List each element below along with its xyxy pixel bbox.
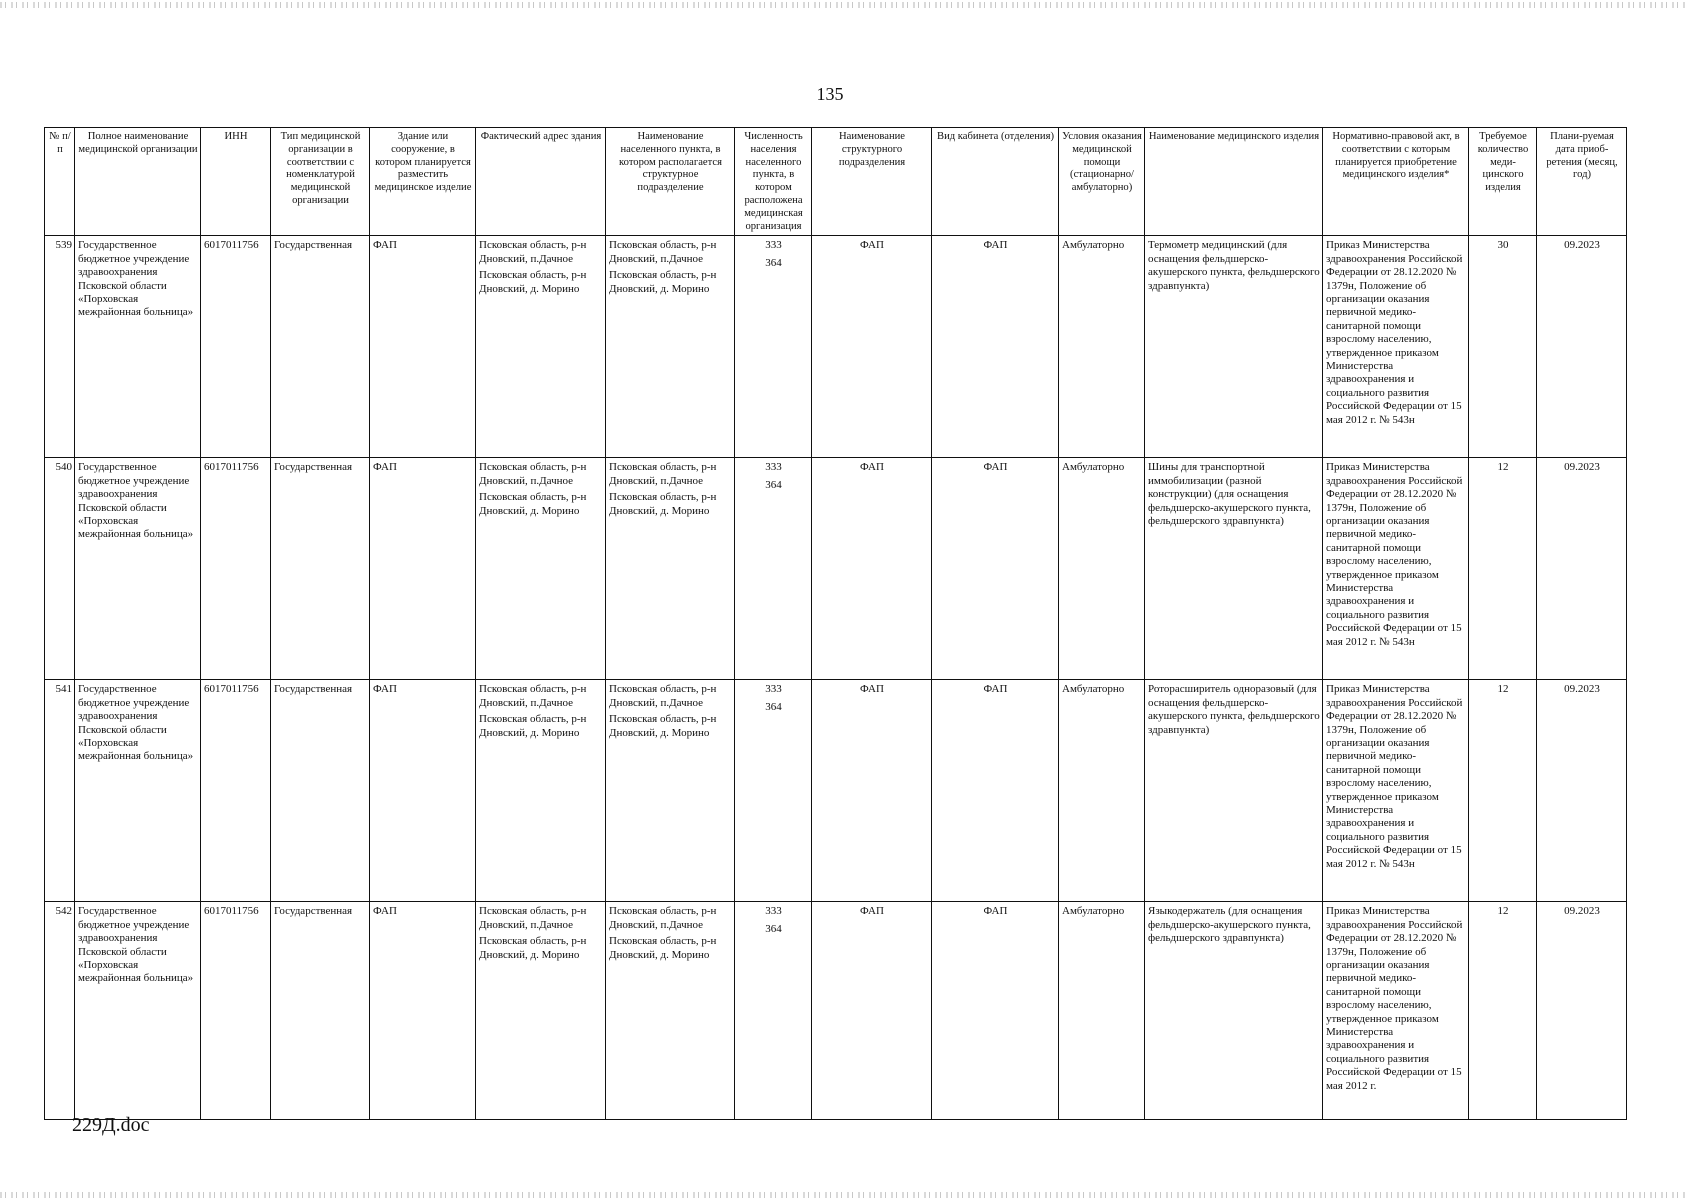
cell-num: 540 [45, 458, 75, 680]
settlement-line: Псковская область, р-н Дновский, п.Дачное [609, 239, 717, 265]
table-header-row [45, 128, 1627, 236]
col-header-inn: ИНН [201, 128, 271, 236]
cell-cabinet: ФАП [932, 902, 1059, 1120]
cell-device: Языкодержатель (для оснащения фельдшерско-акушерского пункта, фельдшерского здравпункта) [1145, 902, 1323, 1120]
cell-settlement [606, 236, 735, 458]
cell-date: 09.2023 [1537, 902, 1627, 1120]
scan-edge-top [0, 2, 1686, 8]
cell-num: 539 [45, 236, 75, 458]
col-header-conditions: Условия оказания медицинской помощи (стационарно/ амбулаторно) [1059, 128, 1145, 236]
scan-edge-bottom [0, 1192, 1686, 1198]
page-number: 135 [816, 84, 844, 104]
cell-building: ФАП [370, 236, 476, 458]
cell-unit: ФАП [812, 458, 932, 680]
settlement-line: Псковская область, р-н Дновский, д. Морино [609, 269, 717, 295]
cell-date: 09.2023 [1537, 680, 1627, 902]
equipment-table [44, 127, 1627, 1120]
cell-org: Государственное бюджетное учреждение здравоохранения Псковской области «Порховская межрайонная больница» [75, 458, 201, 680]
cell-building: ФАП [370, 902, 476, 1120]
col-header-cabinet: Вид кабинета (отделения) [932, 128, 1059, 236]
col-header-org: Полное наименование медицинской организации [75, 128, 201, 236]
cell-org: Государственное бюджетное учреждение здравоохранения Псковской области «Порховская межрайонная больница» [75, 236, 201, 458]
col-header-settlement: Наименование населенного пункта, в котором располагается структурное подразделение [606, 128, 735, 236]
cell-inn: 6017011756 [201, 902, 271, 1120]
settlement-line: Псковская область, р-н Дновский, д. Морино [609, 491, 717, 517]
cell-qty: 12 [1469, 902, 1537, 1120]
cell-act: Приказ Министерства здравоохранения Российской Федерации от 28.12.2020 № 1379н, Положение об организации оказания первичной медико-санитарной помощи взрослому населению, утвержденное приказом Министерства здравоохранения и социального развития Российской Федерации от 15 мая 2012 г. [1323, 902, 1469, 1120]
population-value: 364 [765, 700, 782, 713]
cell-num: 542 [45, 902, 75, 1120]
table-row [45, 236, 1627, 458]
address-line: Псковская область, р-н Дновский, п.Дачное [479, 461, 587, 487]
cell-act: Приказ Министерства здравоохранения Российской Федерации от 28.12.2020 № 1379н, Положение об организации оказания первичной медико-санитарной помощи взрослому населению, утвержденное приказом Министерства здравоохранения и социального развития Российской Федерации от 15 мая 2012 г. № 543н [1323, 458, 1469, 680]
cell-org: Государственное бюджетное учреждение здравоохранения Псковской области «Порховская межрайонная больница» [75, 680, 201, 902]
cell-population [735, 458, 812, 680]
settlement-line: Псковская область, р-н Дновский, п.Дачное [609, 683, 717, 709]
cell-device: Шины для транспортной иммобилизации (разной конструкции) (для оснащения фельдшерско-акушерского пункта, фельдшерского здравпункта) [1145, 458, 1323, 680]
cell-qty: 12 [1469, 680, 1537, 902]
col-header-building: Здание или сооружение, в котором планируется разместить медицинское изделие [370, 128, 476, 236]
population-value: 333 [765, 461, 782, 474]
population-value: 364 [765, 478, 782, 491]
cell-address [476, 236, 606, 458]
col-header-population: Численность населения населенного пункта, в котором расположена медицинская организация [735, 128, 812, 236]
address-line: Псковская область, р-н Дновский, д. Морино [479, 491, 587, 517]
cell-type: Государственная [271, 680, 370, 902]
cell-inn: 6017011756 [201, 458, 271, 680]
cell-date: 09.2023 [1537, 458, 1627, 680]
col-header-type: Тип медицинской организации в соответствии с номенклатурой медицинской организации [271, 128, 370, 236]
address-line: Псковская область, р-н Дновский, д. Морино [479, 935, 587, 961]
cell-address [476, 680, 606, 902]
settlement-line: Псковская область, р-н Дновский, д. Морино [609, 713, 717, 739]
cell-inn: 6017011756 [201, 680, 271, 902]
cell-unit: ФАП [812, 236, 932, 458]
table-row [45, 902, 1627, 1120]
col-header-date: Плани-руемая дата приоб-ретения (месяц, год) [1537, 128, 1627, 236]
population-value: 333 [765, 683, 782, 696]
col-header-unit: Наименование структурного подразделения [812, 128, 932, 236]
cell-unit: ФАП [812, 680, 932, 902]
cell-type: Государственная [271, 458, 370, 680]
cell-device: Термометр медицинский (для оснащения фельдшерско-акушерского пункта, фельдшерского здравпункта) [1145, 236, 1323, 458]
col-header-num: № п/п [45, 128, 75, 236]
cell-building: ФАП [370, 680, 476, 902]
cell-conditions: Амбулаторно [1059, 680, 1145, 902]
cell-settlement [606, 902, 735, 1120]
cell-population [735, 236, 812, 458]
cell-act: Приказ Министерства здравоохранения Российской Федерации от 28.12.2020 № 1379н, Положение об организации оказания первичной медико-санитарной помощи взрослому населению, утвержденное приказом Министерства здравоохранения и социального развития Российской Федерации от 15 мая 2012 г. № 543н [1323, 680, 1469, 902]
col-header-qty: Требуемое количество меди-цинского изделия [1469, 128, 1537, 236]
cell-conditions: Амбулаторно [1059, 458, 1145, 680]
table-row [45, 680, 1627, 902]
population-value: 364 [765, 256, 782, 269]
col-header-act: Нормативно-правовой акт, в соответствии с которым планируется приобретение медицинского изделия* [1323, 128, 1469, 236]
cell-type: Государственная [271, 236, 370, 458]
col-header-device: Наименование медицинского изделия [1145, 128, 1323, 236]
address-line: Псковская область, р-н Дновский, п.Дачное [479, 239, 587, 265]
address-line: Псковская область, р-н Дновский, п.Дачное [479, 905, 587, 931]
cell-cabinet: ФАП [932, 458, 1059, 680]
population-value: 333 [765, 905, 782, 918]
address-line: Псковская область, р-н Дновский, п.Дачное [479, 683, 587, 709]
cell-settlement [606, 458, 735, 680]
cell-cabinet: ФАП [932, 680, 1059, 902]
address-line: Псковская область, р-н Дновский, д. Морино [479, 713, 587, 739]
settlement-line: Псковская область, р-н Дновский, п.Дачное [609, 461, 717, 487]
address-line: Псковская область, р-н Дновский, д. Морино [479, 269, 587, 295]
table-row [45, 458, 1627, 680]
cell-address [476, 902, 606, 1120]
settlement-line: Псковская область, р-н Дновский, д. Морино [609, 935, 717, 961]
cell-date: 09.2023 [1537, 236, 1627, 458]
cell-qty: 12 [1469, 458, 1537, 680]
cell-conditions: Амбулаторно [1059, 902, 1145, 1120]
cell-cabinet: ФАП [932, 236, 1059, 458]
cell-device: Роторасширитель одноразовый (для оснащения фельдшерско-акушерского пункта, фельдшерского здравпункта) [1145, 680, 1323, 902]
settlement-line: Псковская область, р-н Дновский, п.Дачное [609, 905, 717, 931]
population-value: 333 [765, 239, 782, 252]
cell-settlement [606, 680, 735, 902]
cell-population [735, 902, 812, 1120]
cell-address [476, 458, 606, 680]
cell-num: 541 [45, 680, 75, 902]
document-filename: 229Д.doc [72, 1114, 150, 1136]
cell-qty: 30 [1469, 236, 1537, 458]
cell-population [735, 680, 812, 902]
cell-unit: ФАП [812, 902, 932, 1120]
cell-org: Государственное бюджетное учреждение здравоохранения Псковской области «Порховская межрайонная больница» [75, 902, 201, 1120]
population-value: 364 [765, 922, 782, 935]
cell-conditions: Амбулаторно [1059, 236, 1145, 458]
cell-act: Приказ Министерства здравоохранения Российской Федерации от 28.12.2020 № 1379н, Положение об организации оказания первичной медико-санитарной помощи взрослому населению, утвержденное приказом Министерства здравоохранения и социального развития Российской Федерации от 15 мая 2012 г. № 543н [1323, 236, 1469, 458]
col-header-address: Фактический адрес здания [476, 128, 606, 236]
cell-inn: 6017011756 [201, 236, 271, 458]
cell-type: Государственная [271, 902, 370, 1120]
cell-building: ФАП [370, 458, 476, 680]
